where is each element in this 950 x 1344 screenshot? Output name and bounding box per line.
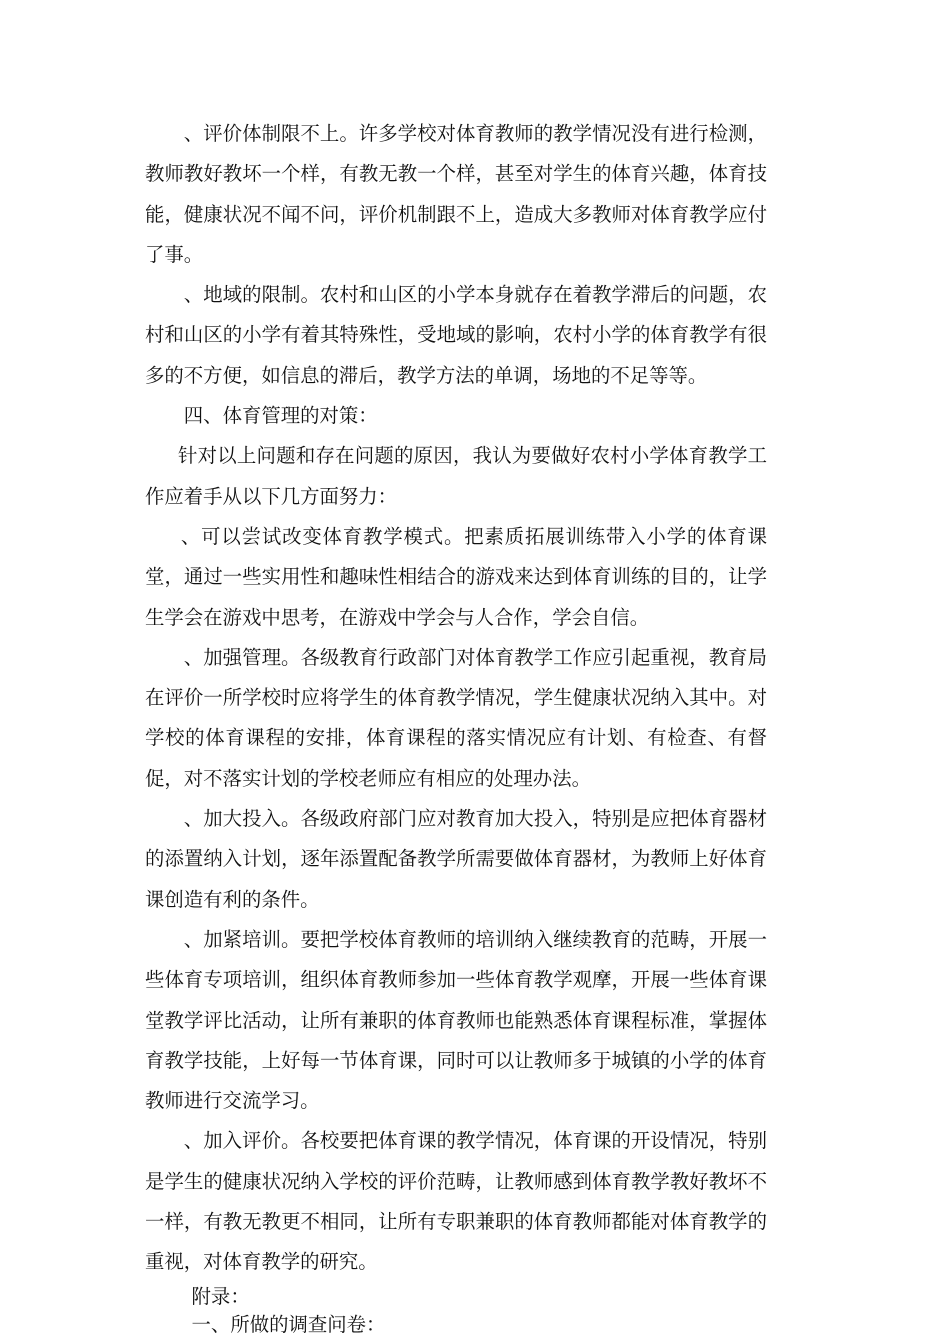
paragraph-increase-investment: 、加大投入。各级政府部门应对教育加大投入，特别是应把体育器材的添置纳入计划，逐年添置配备教学所需要做体育器材，为教师上好体育课创造有利的条件。: [145, 807, 767, 911]
appendix-item-survey: 一、所做的调查问卷：: [191, 1312, 386, 1336]
paragraph-regional-limits: 、地域的限制。农村和山区的小学本身就存在着教学滞后的问题，农村和山区的小学有着其特殊性，受地域的影响，农村小学的体育教学有很多的不方便，如信息的滞后，教学方法的单调，场地的不足等等。: [145, 283, 767, 387]
appendix-label: 附录：: [191, 1284, 250, 1308]
paragraph-strengthen-management: 、加强管理。各级教育行政部门对体育教学工作应引起重视，教育局在评价一所学校时应将学生的体育教学情况，学生健康状况纳入其中。对学校的体育课程的安排，体育课程的落实情况应有计划、有检查、有督促，对不落实计划的学校老师应有相应的处理办法。: [145, 645, 767, 790]
paragraph-evaluation: 、加入评价。各校要把体育课的教学情况，体育课的开设情况，特别是学生的健康状况纳入学校的评价范畴，让教师感到体育教学教好教坏不一样，有教无教更不相同，让所有专职兼职的体育教师都能对体育教学的重视，对体育教学的研究。: [145, 1129, 767, 1274]
paragraph-teaching-model: 、可以尝试改变体育教学模式。把素质拓展训练带入小学的体育课堂，通过一些实用性和趣味性相结合的游戏来达到体育训练的目的，让学生学会在游戏中思考，在游戏中学会与人合作，学会自信。: [145, 524, 767, 629]
section-heading-countermeasures: 四、体育管理的对策：: [183, 404, 378, 428]
paragraph-training: 、加紧培训。要把学校体育教师的培训纳入继续教育的范畴，开展一些体育专项培训，组织体育教师参加一些体育教学观摩，开展一些体育课堂教学评比活动，让所有兼职的体育教师也能熟悉体育课程标准，掌握体育教学技能，上好每一节体育课，同时可以让教师多于城镇的小学的体育教师进行交流学习。: [145, 927, 767, 1113]
paragraph-evaluation-system: 、评价体制限不上。许多学校对体育教师的教学情况没有进行检测，教师教好教坏一个样，有教无教一个样，甚至对学生的体育兴趣，体育技能，健康状况不闻不问，评价机制跟不上，造成大多教师对体育教学应付了事。: [145, 122, 767, 266]
paragraph-intro-efforts: 针对以上问题和存在问题的原因，我认为要做好农村小学体育教学工作应着手从以下几方面努力：: [145, 444, 767, 508]
document-body: [145, 114, 767, 1340]
